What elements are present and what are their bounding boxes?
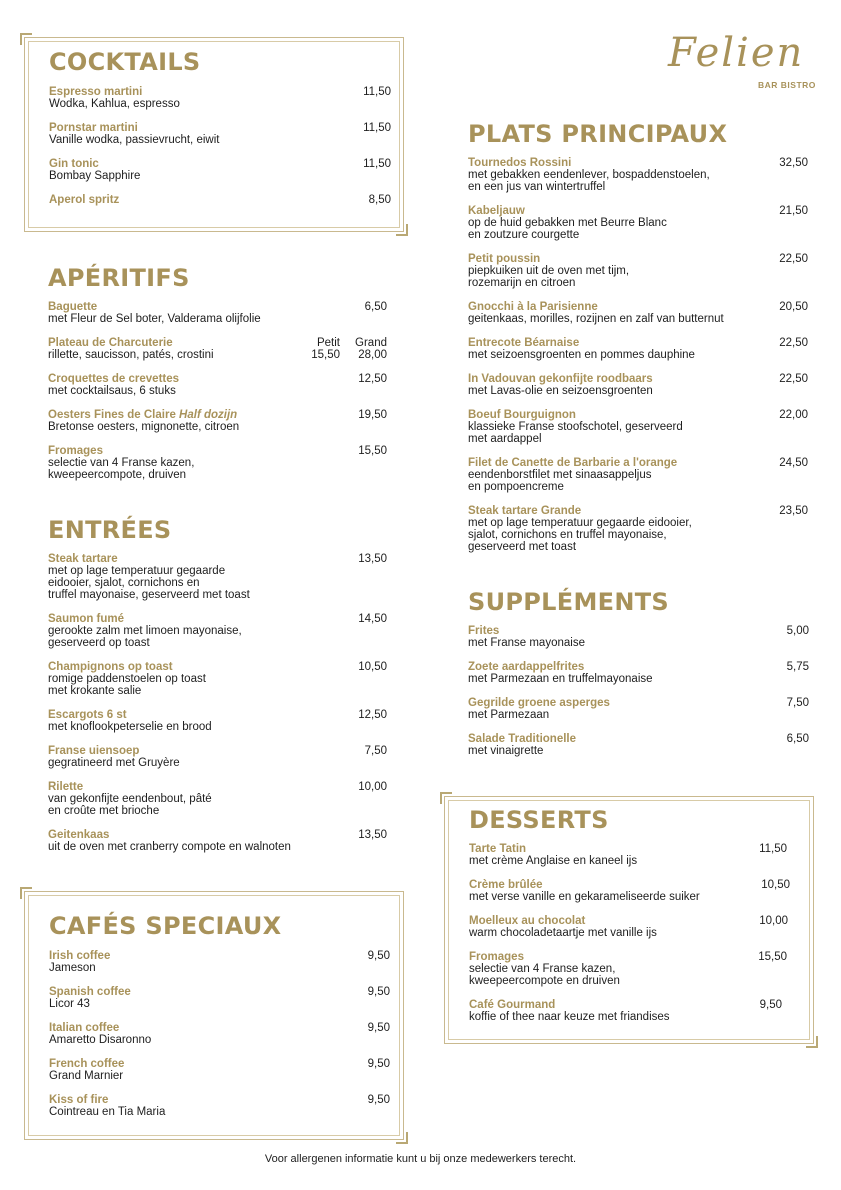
item-price: 9,50	[367, 986, 390, 998]
item-name: Boeuf Bourguignon	[468, 409, 576, 421]
item-name: Salade Traditionelle	[468, 733, 577, 745]
section-title-aperitifs: APÉRITIFS	[48, 264, 190, 292]
item-price: 10,00	[759, 915, 788, 927]
item-desc: en zoutzure courgette	[468, 229, 580, 241]
menu-item	[468, 301, 808, 325]
menu-item	[468, 625, 809, 649]
menu-item	[468, 457, 808, 493]
item-price: 24,50	[779, 457, 808, 469]
size-price-grand: 28,00	[358, 349, 387, 361]
section-aperitifs	[24, 262, 402, 492]
section-cafes	[24, 891, 404, 1140]
item-name: Entrecote Béarnaise	[468, 337, 580, 349]
item-desc: met Franse mayonaise	[468, 637, 585, 649]
menu-item	[48, 337, 387, 361]
item-desc: met verse vanille en gekarameliseerde suiker	[469, 891, 700, 903]
item-desc: van gekonfijte eendenbout, pâté	[48, 793, 212, 805]
item-name: Filet de Canette de Barbarie a l'orange	[468, 457, 678, 469]
menu-item	[49, 950, 390, 974]
size-label-petit: Petit	[316, 337, 340, 349]
item-desc: kweepeercompote en druiven	[469, 975, 620, 987]
item-desc: Vanille wodka, passievrucht, eiwit	[49, 134, 220, 146]
item-price: 22,50	[779, 337, 808, 349]
item-name: Franse uiensoep	[48, 745, 140, 757]
section-title-cocktails: COCKTAILS	[49, 48, 201, 76]
section-desserts	[444, 796, 814, 1044]
section-title-entrees: ENTRÉES	[48, 516, 172, 544]
section-plats	[444, 118, 824, 558]
menu-item	[49, 1022, 390, 1046]
item-price: 32,50	[779, 157, 808, 169]
brand-name: Felien	[668, 30, 805, 76]
menu-item	[49, 158, 391, 182]
menu-item	[48, 781, 387, 817]
menu-item	[468, 157, 808, 193]
item-name: Fromages	[469, 951, 524, 963]
menu-item	[48, 613, 387, 649]
menu-item	[468, 733, 809, 757]
item-desc: en pompoencreme	[468, 481, 564, 493]
item-desc: met op lage temperatuur gegaarde	[48, 565, 226, 577]
item-desc: met aardappel	[468, 433, 542, 445]
item-price: 11,50	[363, 86, 391, 98]
item-name: Steak tartare	[48, 553, 118, 565]
item-price: 9,50	[759, 999, 782, 1011]
menu-item	[48, 829, 387, 853]
brand-subtitle: BAR BISTRO	[758, 80, 816, 90]
menu-item	[48, 661, 387, 697]
item-name: Café Gourmand	[469, 999, 556, 1011]
item-name: Gin tonic	[49, 158, 99, 170]
brand-logo	[662, 30, 822, 100]
item-price: 21,50	[779, 205, 808, 217]
item-desc: gerookte zalm met limoen mayonaise,	[48, 625, 242, 637]
item-desc: rozemarijn en citroen	[468, 277, 576, 289]
item-price: 8,50	[368, 194, 391, 206]
item-price: 20,50	[779, 301, 808, 313]
item-name: Kiss of fire	[49, 1094, 109, 1106]
item-desc: koffie of thee naar keuze met friandises	[469, 1011, 670, 1023]
menu-item	[469, 879, 790, 903]
menu-item	[49, 86, 391, 110]
item-name: Baguette	[48, 301, 98, 313]
section-title-supplements: SUPPLÉMENTS	[468, 588, 669, 616]
item-name: Fromages	[48, 445, 103, 457]
item-desc: met op lage temperatuur gegaarde eidooier,	[468, 517, 692, 529]
item-desc: met Parmezaan	[468, 709, 550, 721]
item-price: 5,00	[786, 625, 809, 637]
item-name: Geitenkaas	[48, 829, 110, 841]
menu-item	[468, 337, 808, 361]
item-name: Saumon fumé	[48, 613, 125, 625]
item-desc: warm chocoladetaartje met vanille ijs	[469, 927, 657, 939]
item-price: 11,50	[363, 122, 391, 134]
item-name: In Vadouvan gekonfijte roodbaars	[468, 373, 653, 385]
item-name: Spanish coffee	[49, 986, 131, 998]
menu-item	[48, 409, 387, 433]
item-price: 10,00	[358, 781, 387, 793]
section-entrees	[24, 514, 402, 864]
item-price: 10,50	[358, 661, 387, 673]
item-desc: geserveerd met toast	[468, 541, 577, 553]
item-price: 22,50	[779, 253, 808, 265]
item-price: 6,50	[364, 301, 387, 313]
item-price: 11,50	[363, 158, 391, 170]
section-title-desserts: DESSERTS	[469, 806, 609, 834]
item-desc: met gebakken eendenlever, bospaddenstoelen,	[468, 169, 710, 181]
item-price: 9,50	[367, 1058, 390, 1070]
item-name: French coffee	[49, 1058, 125, 1070]
menu-item	[468, 409, 808, 445]
item-name: Espresso martini	[49, 86, 143, 98]
item-name: Frites	[468, 625, 500, 637]
item-price: 5,75	[786, 661, 809, 673]
item-desc: sjalot, cornichons en truffel mayonaise,	[468, 529, 667, 541]
item-desc: uit de oven met cranberry compote en walnoten	[48, 841, 291, 853]
size-label-grand: Grand	[355, 337, 387, 349]
menu-item	[48, 745, 387, 769]
item-name: Pornstar martini	[49, 122, 138, 134]
item-name: Kabeljauw	[468, 205, 525, 217]
item-name: Rilette	[48, 781, 84, 793]
item-price: 14,50	[358, 613, 387, 625]
item-desc: met seizoensgroenten en pommes dauphine	[468, 349, 695, 361]
item-price: 11,50	[759, 843, 787, 855]
item-name: Irish coffee	[49, 950, 111, 962]
item-price: 15,50	[758, 951, 787, 963]
menu-item	[48, 553, 387, 601]
menu-item	[49, 194, 391, 206]
item-name: Gegrilde groene asperges	[468, 697, 610, 709]
item-price: 9,50	[367, 950, 390, 962]
item-name: Tournedos Rossini	[468, 157, 572, 169]
item-desc: eendenborstfilet met sinaasappeljus	[468, 469, 652, 481]
item-desc: truffel mayonaise, geserveerd met toast	[48, 589, 250, 601]
item-desc: romige paddenstoelen op toast	[48, 673, 206, 685]
menu-item	[48, 301, 387, 325]
item-name: Zoete aardappelfrites	[468, 661, 585, 673]
item-desc: met Lavas-olie en seizoensgroenten	[468, 385, 653, 397]
item-price: 23,50	[779, 505, 808, 517]
item-desc: rillette, saucisson, patés, crostini	[48, 349, 214, 361]
item-desc: met Parmezaan en truffelmayonaise	[468, 673, 653, 685]
item-desc: kweepeercompote, druiven	[48, 469, 187, 481]
menu-item	[49, 986, 390, 1010]
item-name: Aperol spritz	[49, 194, 120, 206]
menu-item	[49, 122, 391, 146]
menu-item	[469, 843, 787, 867]
item-desc: klassieke Franse stoofschotel, geserveerd	[468, 421, 683, 433]
item-desc: Bretonse oesters, mignonette, citroen	[48, 421, 240, 433]
item-name: Moelleux au chocolat	[469, 915, 586, 927]
menu-item	[468, 253, 808, 289]
item-price: 7,50	[786, 697, 809, 709]
item-name: Italian coffee	[49, 1022, 120, 1034]
item-price: 13,50	[358, 553, 387, 565]
item-price: 15,50	[358, 445, 387, 457]
section-cocktails	[24, 37, 404, 232]
item-desc: Wodka, Kahlua, espresso	[49, 98, 180, 110]
menu-item	[468, 373, 808, 397]
menu-item	[48, 445, 387, 481]
item-price: 12,50	[358, 373, 387, 385]
menu-item	[469, 999, 782, 1023]
menu-item	[469, 915, 788, 939]
item-price: 19,50	[358, 409, 387, 421]
item-name: Steak tartare Grande	[468, 505, 582, 517]
item-desc: piepkuiken uit de oven met tijm,	[468, 265, 630, 277]
item-desc: op de huid gebakken met Beurre Blanc	[468, 217, 667, 229]
item-desc: en een jus van wintertruffel	[468, 181, 606, 193]
item-name-main: Oesters Fines de Claire	[48, 409, 176, 421]
item-desc: geitenkaas, morilles, rozijnen en zalf van butternut	[468, 313, 724, 325]
item-desc: met cocktailsaus, 6 stuks	[48, 385, 176, 397]
item-desc: Bombay Sapphire	[49, 170, 141, 182]
menu-item	[48, 373, 387, 397]
item-desc: en croûte met brioche	[48, 805, 160, 817]
item-desc: selectie van 4 Franse kazen,	[469, 963, 616, 975]
section-title-plats: PLATS PRINCIPAUX	[468, 120, 728, 148]
item-name: Escargots 6 st	[48, 709, 127, 721]
item-name: Petit poussin	[468, 253, 541, 265]
item-price: 13,50	[358, 829, 387, 841]
item-desc: selectie van 4 Franse kazen,	[48, 457, 195, 469]
menu-item	[468, 697, 809, 721]
item-desc: met knoflookpeterselie en brood	[48, 721, 212, 733]
menu-item	[468, 205, 808, 241]
menu-item	[469, 951, 787, 987]
menu-item	[48, 709, 387, 733]
item-price: 7,50	[364, 745, 387, 757]
item-desc: eidooier, sjalot, cornichons en	[48, 577, 200, 589]
menu-item	[468, 661, 809, 685]
item-name: Champignons op toast	[48, 661, 173, 673]
item-desc: Licor 43	[49, 998, 90, 1010]
item-desc: met krokante salie	[48, 685, 142, 697]
item-price: 9,50	[367, 1022, 390, 1034]
section-title-cafes: CAFÉS SPECIAUX	[49, 912, 282, 940]
footer-allergen-note: Voor allergenen informatie kunt u bij onze medewerkers terecht.	[264, 1153, 577, 1165]
item-price: 6,50	[786, 733, 809, 745]
item-desc: geserveerd op toast	[48, 637, 150, 649]
item-name: Crème brûlée	[469, 879, 543, 891]
section-supplements	[444, 586, 824, 766]
item-name: Tarte Tatin	[469, 843, 527, 855]
item-desc: met crème Anglaise en kaneel ijs	[469, 855, 638, 867]
item-name: Croquettes de crevettes	[48, 373, 180, 385]
item-price: 9,50	[367, 1094, 390, 1106]
item-desc: met Fleur de Sel boter, Valderama olijfolie	[48, 313, 261, 325]
item-desc: Amaretto Disaronno	[49, 1034, 152, 1046]
item-name: Plateau de Charcuterie	[48, 337, 173, 349]
item-desc: met vinaigrette	[468, 745, 544, 757]
item-price: 22,00	[779, 409, 808, 421]
item-price: 12,50	[358, 709, 387, 721]
item-price: 22,50	[779, 373, 808, 385]
item-price: 10,50	[761, 879, 790, 891]
menu-item	[49, 1058, 390, 1082]
item-name	[48, 409, 368, 421]
size-price-petit: 15,50	[311, 349, 340, 361]
item-name-extra: Half dozijn	[179, 409, 238, 421]
item-name: Gnocchi à la Parisienne	[468, 301, 598, 313]
item-desc: gegratineerd met Gruyère	[48, 757, 180, 769]
item-desc: Jameson	[49, 962, 96, 974]
menu-item	[49, 1094, 390, 1118]
item-desc: Cointreau en Tia Maria	[49, 1106, 166, 1118]
menu-item	[468, 505, 808, 553]
item-desc: Grand Marnier	[49, 1070, 124, 1082]
